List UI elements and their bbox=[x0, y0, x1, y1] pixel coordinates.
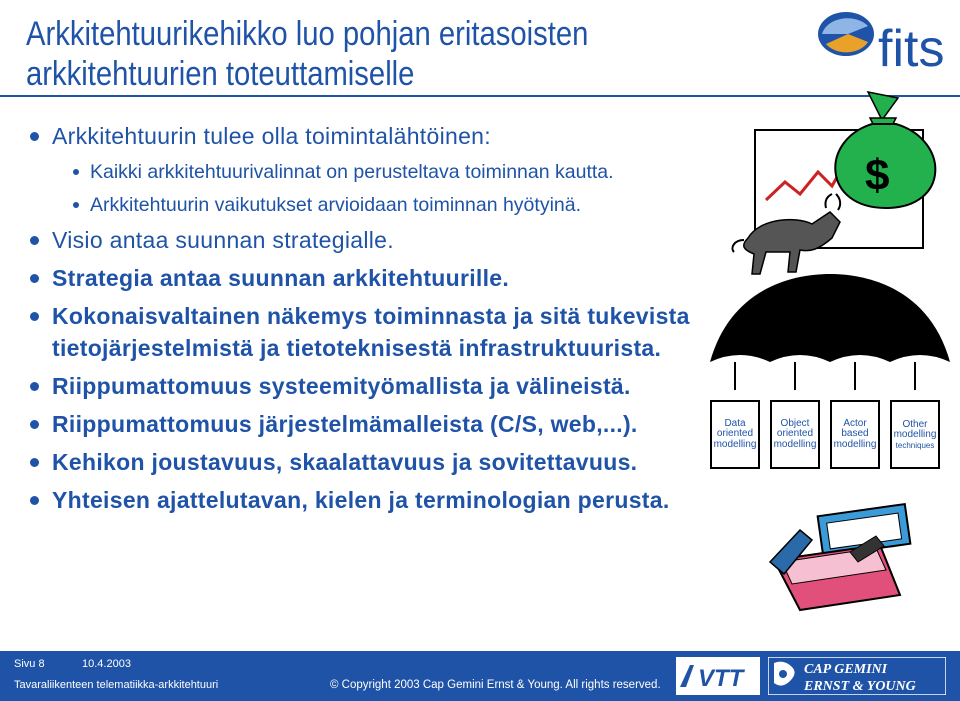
vtt-logo-text: VTT bbox=[698, 665, 744, 692]
box-2-line-2: oriented bbox=[776, 428, 814, 440]
box-1-line-2: oriented bbox=[716, 428, 754, 440]
logo-text: fits bbox=[878, 20, 945, 78]
bullet-1: Arkkitehtuurin tulee olla toimintalähtöinen: bbox=[28, 120, 728, 152]
box-2-line-1: Object bbox=[780, 417, 810, 429]
fits-logo bbox=[808, 4, 958, 90]
modelling-box-other bbox=[890, 400, 940, 469]
box-3-line-3: modelling bbox=[833, 438, 877, 450]
box-3-line-1: Actor bbox=[843, 417, 867, 429]
box-3-line-2: based bbox=[841, 428, 869, 440]
page-title bbox=[26, 14, 680, 94]
title-line-2: arkkitehtuurien toteuttamiselle bbox=[26, 55, 415, 93]
cap-gemini-logo bbox=[768, 657, 946, 695]
money-bag-icon bbox=[835, 92, 935, 208]
modelling-box-object bbox=[770, 400, 820, 469]
box-4-line-1: Other bbox=[902, 418, 928, 430]
footer-project: Tavaraliikenteen telematiikka-arkkitehtuuri bbox=[14, 679, 219, 691]
bullet-list bbox=[28, 120, 728, 522]
box-2-line-3: modelling bbox=[773, 438, 817, 450]
bullet-8: Yhteisen ajattelutavan, kielen ja terminologian perusta. bbox=[28, 484, 728, 516]
bullet-1-sub-2: Arkkitehtuurin vaikutukset arvioidaan toiminnan hyötyinä. bbox=[28, 191, 728, 220]
toolbox-icon bbox=[770, 504, 910, 610]
bullet-7: Kehikon joustavuus, skaalattavuus ja sovitettavuus. bbox=[28, 446, 728, 478]
bullet-4: Kokonaisvaltainen näkemys toiminnasta ja sitä tukevista tietojärjestelmistä ja tietoteknisestä infrastruktuurista. bbox=[28, 300, 728, 364]
bullet-5: Riippumattomuus systeemityömallista ja välineistä. bbox=[28, 370, 728, 402]
cap-logo-line-2: ERNST & YOUNG bbox=[804, 679, 916, 694]
footer-copyright: © Copyright 2003 Cap Gemini Ernst & Young. All rights reserved. bbox=[330, 679, 661, 691]
modelling-box-data bbox=[710, 400, 760, 469]
footer-date: 10.4.2003 bbox=[82, 658, 131, 670]
box-4-line-3: techniques bbox=[895, 440, 935, 450]
cap-logo-line-1: CAP GEMINI bbox=[804, 662, 888, 677]
bullet-2: Visio antaa suunnan strategialle. bbox=[28, 224, 728, 256]
vtt-logo bbox=[676, 657, 760, 695]
illustration-graphic bbox=[700, 90, 960, 620]
box-4-line-2: modelling bbox=[893, 429, 937, 440]
page-number: Sivu 8 bbox=[14, 658, 45, 670]
box-1-line-3: modelling bbox=[713, 438, 757, 450]
footer-bar bbox=[0, 651, 960, 701]
modelling-box-actor bbox=[830, 400, 880, 469]
framework-illustration bbox=[700, 90, 960, 620]
bullet-3: Strategia antaa suunnan arkkitehtuurille. bbox=[28, 262, 728, 294]
dollar-sign: $ bbox=[865, 151, 890, 200]
bullet-1-sub-1: Kaikki arkkitehtuurivalinnat on perusteltava toiminnan kautta. bbox=[28, 158, 728, 187]
umbrella-icon bbox=[710, 274, 950, 390]
box-1-line-1: Data bbox=[724, 417, 746, 429]
bullet-6: Riippumattomuus järjestelmämalleista (C/S, web,...). bbox=[28, 408, 728, 440]
title-line-1: Arkkitehtuurikehikko luo pohjan eritasoisten bbox=[26, 15, 589, 53]
